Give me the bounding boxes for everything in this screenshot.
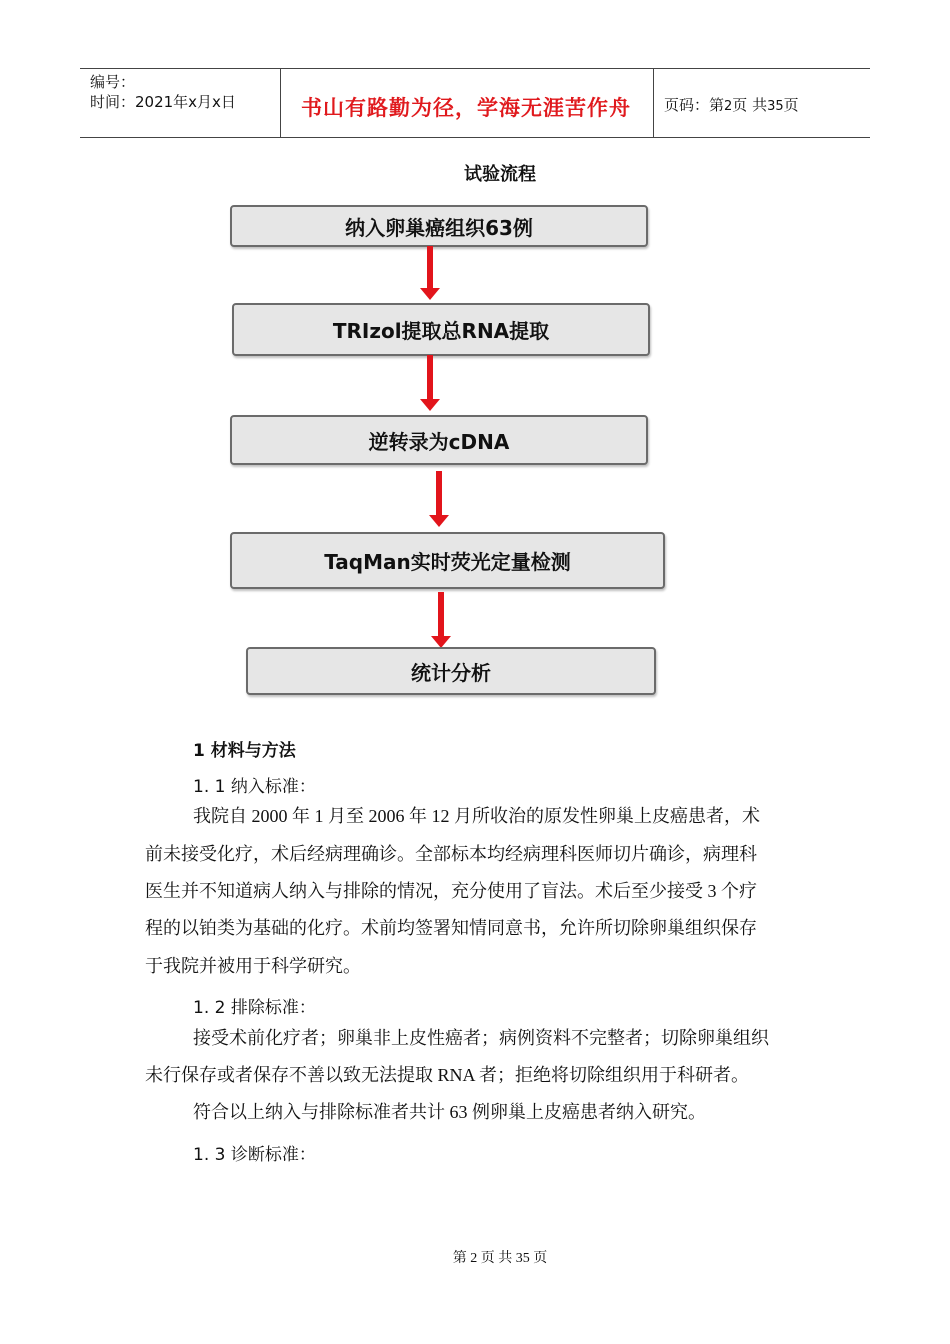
section-1-1-heading: 1. 1 纳入标准： bbox=[193, 777, 316, 797]
page-header bbox=[80, 68, 870, 138]
number-label: 编号： bbox=[90, 73, 136, 91]
page-total: 35 bbox=[767, 99, 784, 114]
para1-line-2: 前未接受化疗，术后经病理确诊。全部标本均经病理科医师切片确诊，病理科 bbox=[145, 844, 757, 864]
para1-line-4: 程的以铂类为基础的化疗。术前均签署知情同意书，允许所切除卵巢组织保存 bbox=[145, 918, 757, 938]
flow-step-5: 统计分析 bbox=[246, 647, 656, 695]
flow-arrow-4 bbox=[434, 592, 448, 648]
section-1-3-heading: 1. 3 诊断标准： bbox=[193, 1145, 316, 1165]
flow-arrow-2 bbox=[423, 355, 437, 411]
flow-arrow-1 bbox=[423, 246, 437, 300]
header-left-cell bbox=[80, 69, 281, 137]
para1-line-5: 于我院并被用于科学研究。 bbox=[145, 956, 361, 976]
para1-line-1: 我院自 2000 年 1 月至 2006 年 12 月所收治的原发性卵巢上皮癌患者，术 bbox=[193, 806, 760, 826]
page-prefix: 页码：第 bbox=[664, 96, 725, 114]
para3: 符合以上纳入与排除标准者共计 63 例卵巢上皮癌患者纳入研究。 bbox=[193, 1102, 706, 1122]
header-center-cell bbox=[281, 69, 654, 137]
header-right-cell bbox=[654, 69, 870, 137]
flow-arrow-3 bbox=[432, 471, 446, 527]
time-label: 时间：2021年x月x日 bbox=[90, 93, 236, 111]
para2-line-2: 未行保存或者保存不善以致无法提取 RNA 者；拒绝将切除组织用于科研者。 bbox=[145, 1065, 750, 1085]
flowchart-title: 试验流程 bbox=[464, 164, 536, 185]
motto: 书山有路勤为径，学海无涯苦作舟 bbox=[301, 96, 631, 120]
section-1-heading: 1 材料与方法 bbox=[193, 741, 296, 761]
para2-line-1: 接受术前化疗者；卵巢非上皮性癌者；病例资料不完整者；切除卵巢组织 bbox=[193, 1028, 769, 1048]
page-number: 2 bbox=[724, 99, 733, 114]
flow-step-2: TRIzol提取总RNA提取 bbox=[232, 303, 650, 356]
page-mid: 页 共 bbox=[732, 96, 768, 114]
flow-step-1: 纳入卵巢癌组织63例 bbox=[230, 205, 648, 247]
page-footer: 第 2 页 共 35 页 bbox=[452, 1251, 548, 1266]
flow-step-4: TaqMan实时荧光定量检测 bbox=[230, 532, 665, 589]
flow-step-3: 逆转录为cDNA bbox=[230, 415, 648, 465]
section-1-2-heading: 1. 2 排除标准： bbox=[193, 998, 316, 1018]
page-suffix: 页 bbox=[783, 96, 799, 114]
para1-line-3: 医生并不知道病人纳入与排除的情况，充分使用了盲法。术后至少接受 3 个疗 bbox=[145, 881, 757, 901]
page-indicator bbox=[664, 94, 799, 115]
